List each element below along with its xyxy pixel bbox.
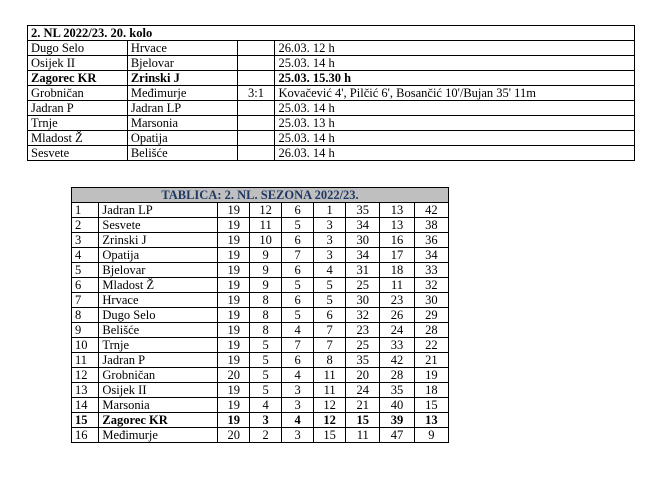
fixture-home-team: Grobničan [28,86,128,101]
standings-goals-against: 35 [380,383,414,398]
standings-points: 42 [414,203,448,218]
standings-goals-against: 39 [380,413,414,428]
standings-wins: 5 [250,383,282,398]
standings-team: Jadran LP [99,203,218,218]
standings-goals-for: 35 [346,203,380,218]
standings-goals-against: 18 [380,263,414,278]
fixture-row [28,146,635,161]
standings-row [72,263,449,278]
standings-team: Dugo Selo [99,308,218,323]
standings-goals-for: 30 [346,233,380,248]
standings-points: 9 [414,428,448,443]
fixture-score [237,56,275,71]
standings-losses: 15 [314,428,346,443]
standings-goals-for: 25 [346,278,380,293]
fixture-away-team: Marsonia [127,116,237,131]
standings-points: 36 [414,233,448,248]
standings-draws: 3 [282,398,314,413]
standings-position: 10 [72,338,99,353]
standings-goals-for: 30 [346,293,380,308]
standings-position: 15 [72,413,99,428]
fixture-away-team: Međimurje [127,86,237,101]
standings-goals-against: 23 [380,293,414,308]
standings-points: 22 [414,338,448,353]
standings-goals-for: 23 [346,323,380,338]
standings-row [72,278,449,293]
standings-row [72,293,449,308]
standings-position: 9 [72,323,99,338]
standings-played: 19 [218,263,250,278]
standings-position: 12 [72,368,99,383]
standings-played: 19 [218,383,250,398]
standings-losses: 8 [314,353,346,368]
fixture-row [28,41,635,56]
fixture-home-team: Sesvete [28,146,128,161]
standings-draws: 4 [282,413,314,428]
fixture-info: 26.03. 14 h [275,146,635,161]
standings-wins: 3 [250,413,282,428]
standings-wins: 8 [250,323,282,338]
fixture-score [237,101,275,116]
fixture-row [28,86,635,101]
standings-title-row [72,188,449,203]
standings-losses: 1 [314,203,346,218]
fixture-row [28,101,635,116]
fixture-away-team: Belišće [127,146,237,161]
standings-wins: 5 [250,368,282,383]
standings-played: 19 [218,308,250,323]
fixture-info: 25.03. 13 h [275,116,635,131]
standings-position: 1 [72,203,99,218]
standings-losses: 11 [314,368,346,383]
standings-goals-against: 47 [380,428,414,443]
standings-played: 20 [218,368,250,383]
standings-wins: 4 [250,398,282,413]
standings-goals-for: 11 [346,428,380,443]
standings-losses: 12 [314,413,346,428]
standings-row [72,428,449,443]
standings-wins: 5 [250,338,282,353]
standings-team: Opatija [99,248,218,263]
fixtures-title-row [28,26,635,41]
standings-team: Međimurje [99,428,218,443]
standings-draws: 4 [282,368,314,383]
standings-goals-against: 42 [380,353,414,368]
fixture-info: 25.03. 15.30 h [275,71,635,86]
standings-played: 19 [218,203,250,218]
standings-team: Jadran P [99,353,218,368]
standings-losses: 3 [314,248,346,263]
standings-goals-for: 34 [346,248,380,263]
standings-position: 3 [72,233,99,248]
standings-goals-for: 21 [346,398,380,413]
standings-row [72,353,449,368]
standings-played: 19 [218,248,250,263]
fixture-away-team: Zrinski J [127,71,237,86]
standings-losses: 6 [314,308,346,323]
standings-losses: 5 [314,278,346,293]
standings-wins: 9 [250,278,282,293]
fixture-away-team: Jadran LP [127,101,237,116]
fixture-home-team: Dugo Selo [28,41,128,56]
standings-goals-against: 28 [380,368,414,383]
fixture-info: 25.03. 14 h [275,101,635,116]
standings-draws: 5 [282,308,314,323]
standings-points: 30 [414,293,448,308]
standings-draws: 5 [282,218,314,233]
standings-goals-against: 26 [380,308,414,323]
standings-goals-against: 40 [380,398,414,413]
standings-goals-for: 20 [346,368,380,383]
standings-team: Zagorec KR [99,413,218,428]
standings-points: 33 [414,263,448,278]
fixture-home-team: Zagorec KR [28,71,128,86]
standings-team: Hrvace [99,293,218,308]
standings-team: Bjelovar [99,263,218,278]
standings-wins: 12 [250,203,282,218]
standings-wins: 11 [250,218,282,233]
standings-wins: 9 [250,248,282,263]
fixture-score: 3:1 [237,86,275,101]
standings-wins: 2 [250,428,282,443]
standings-row [72,413,449,428]
standings-row [72,368,449,383]
standings-losses: 4 [314,263,346,278]
fixture-home-team: Mladost Ž [28,131,128,146]
standings-team: Sesvete [99,218,218,233]
standings-position: 16 [72,428,99,443]
standings-losses: 7 [314,323,346,338]
standings-played: 19 [218,233,250,248]
standings-draws: 6 [282,353,314,368]
standings-title: TABLICA: 2. NL. SEZONA 2022/23. [72,188,449,203]
standings-draws: 6 [282,233,314,248]
standings-team: Grobničan [99,368,218,383]
standings-losses: 3 [314,233,346,248]
standings-losses: 7 [314,338,346,353]
standings-position: 14 [72,398,99,413]
fixture-row [28,116,635,131]
fixtures-table [27,25,635,161]
standings-points: 32 [414,278,448,293]
standings-draws: 7 [282,248,314,263]
fixture-score [237,146,275,161]
standings-goals-for: 35 [346,353,380,368]
standings-played: 19 [218,293,250,308]
standings-points: 38 [414,218,448,233]
fixture-row [28,131,635,146]
standings-goals-for: 31 [346,263,380,278]
standings-position: 8 [72,308,99,323]
fixture-row [28,71,635,86]
fixture-score [237,41,275,56]
standings-row [72,383,449,398]
standings-goals-for: 34 [346,218,380,233]
standings-row [72,203,449,218]
standings-wins: 5 [250,353,282,368]
standings-goals-against: 24 [380,323,414,338]
standings-goals-against: 13 [380,203,414,218]
standings-points: 34 [414,248,448,263]
standings-table [71,187,449,443]
standings-draws: 5 [282,278,314,293]
standings-goals-for: 15 [346,413,380,428]
standings-row [72,398,449,413]
fixture-home-team: Jadran P [28,101,128,116]
standings-draws: 6 [282,263,314,278]
fixture-away-team: Opatija [127,131,237,146]
fixture-score [237,116,275,131]
standings-draws: 6 [282,203,314,218]
standings-position: 11 [72,353,99,368]
standings-played: 19 [218,278,250,293]
standings-row [72,248,449,263]
fixture-away-team: Bjelovar [127,56,237,71]
standings-position: 5 [72,263,99,278]
standings-goals-against: 16 [380,233,414,248]
standings-goals-against: 17 [380,248,414,263]
standings-position: 6 [72,278,99,293]
standings-position: 4 [72,248,99,263]
fixture-away-team: Hrvace [127,41,237,56]
standings-goals-for: 25 [346,338,380,353]
standings-points: 21 [414,353,448,368]
standings-position: 2 [72,218,99,233]
standings-row [72,218,449,233]
standings-row [72,308,449,323]
standings-played: 19 [218,338,250,353]
standings-draws: 7 [282,338,314,353]
standings-points: 15 [414,398,448,413]
standings-wins: 10 [250,233,282,248]
fixture-info: 25.03. 14 h [275,56,635,71]
standings-team: Mladost Ž [99,278,218,293]
standings-position: 13 [72,383,99,398]
standings-losses: 5 [314,293,346,308]
fixture-score [237,71,275,86]
standings-points: 19 [414,368,448,383]
fixture-home-team: Osijek II [28,56,128,71]
standings-losses: 3 [314,218,346,233]
standings-row [72,323,449,338]
fixture-info: 26.03. 12 h [275,41,635,56]
standings-position: 7 [72,293,99,308]
standings-team: Marsonia [99,398,218,413]
fixture-row [28,56,635,71]
standings-points: 29 [414,308,448,323]
standings-draws: 3 [282,383,314,398]
standings-played: 19 [218,218,250,233]
standings-played: 19 [218,323,250,338]
fixtures-title: 2. NL 2022/23. 20. kolo [28,26,635,41]
fixture-score [237,131,275,146]
standings-played: 20 [218,428,250,443]
standings-draws: 3 [282,428,314,443]
standings-team: Belišće [99,323,218,338]
standings-draws: 4 [282,323,314,338]
standings-goals-for: 24 [346,383,380,398]
standings-played: 19 [218,413,250,428]
standings-wins: 8 [250,308,282,323]
standings-losses: 12 [314,398,346,413]
fixture-info: 25.03. 14 h [275,131,635,146]
standings-wins: 9 [250,263,282,278]
standings-team: Osijek II [99,383,218,398]
standings-row [72,233,449,248]
standings-points: 28 [414,323,448,338]
fixture-home-team: Trnje [28,116,128,131]
standings-losses: 11 [314,383,346,398]
standings-goals-against: 13 [380,218,414,233]
standings-goals-against: 11 [380,278,414,293]
standings-team: Trnje [99,338,218,353]
standings-goals-for: 32 [346,308,380,323]
standings-row [72,338,449,353]
standings-played: 19 [218,398,250,413]
standings-points: 13 [414,413,448,428]
standings-draws: 6 [282,293,314,308]
fixture-info: Kovačević 4', Pilčić 6', Bosančić 10'/Bujan 35' 11m [275,86,635,101]
standings-goals-against: 33 [380,338,414,353]
standings-played: 19 [218,353,250,368]
standings-team: Zrinski J [99,233,218,248]
standings-points: 18 [414,383,448,398]
standings-wins: 8 [250,293,282,308]
